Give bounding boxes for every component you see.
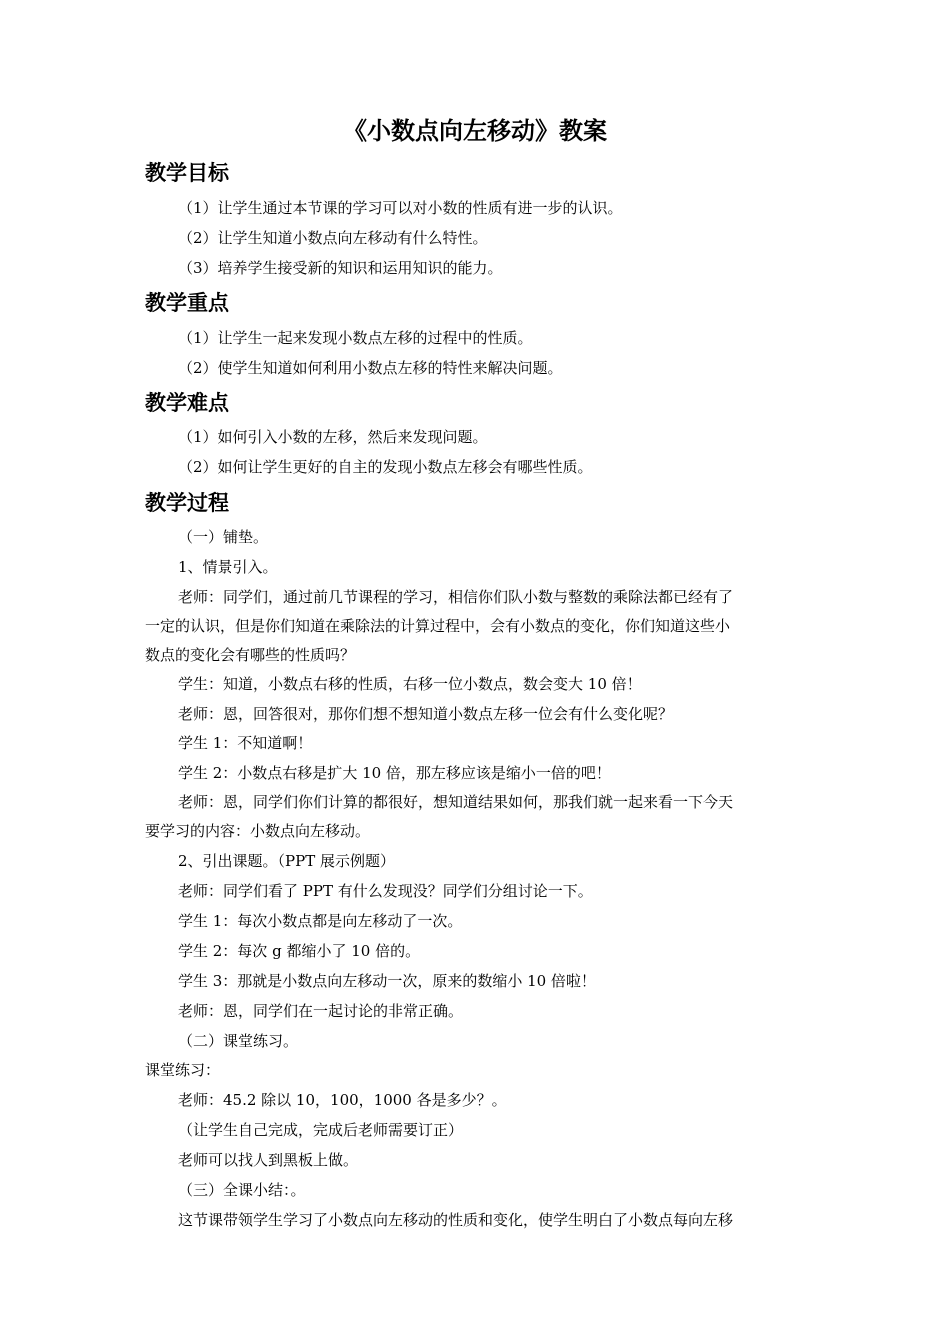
process-line: 学生 3：那就是小数点向左移动一次，原来的数缩小 10 倍啦！: [178, 972, 596, 990]
process-line: 课堂练习：: [145, 1061, 221, 1079]
objective-item: （2）让学生知道小数点向左移动有什么特性。: [178, 229, 488, 247]
process-line: （二）课堂练习。: [178, 1032, 299, 1050]
objective-item: （1）让学生通过本节课的学习可以对小数的性质有进一步的认识。: [178, 199, 623, 217]
process-line: 这节课带领学生学习了小数点向左移动的性质和变化，使学生明白了小数点每向左移: [178, 1211, 734, 1229]
process-line: 学生 2：小数点右移是扩大 10 倍，那左移应该是缩小一倍的吧！: [178, 764, 611, 782]
difficulty-item: （2）如何让学生更好的自主的发现小数点左移会有哪些性质。: [178, 458, 593, 476]
heading-objectives: 教学目标: [145, 161, 229, 185]
process-line: 老师：同学们，通过前几节课程的学习，相信你们队小数与整数的乘除法都已经有了: [178, 588, 734, 606]
heading-difficulties: 教学难点: [145, 391, 229, 415]
process-line: 1、情景引入。: [178, 558, 278, 576]
process-line: （让学生自己完成，完成后老师需要订正）: [178, 1121, 464, 1139]
process-line: 2、引出课题。（PPT 展示例题）: [178, 852, 396, 870]
objective-item: （3）培养学生接受新的知识和运用知识的能力。: [178, 259, 503, 277]
process-line: 学生 1：每次小数点都是向左移动了一次。: [178, 912, 463, 930]
process-line: 学生：知道，小数点右移的性质，右移一位小数点，数会变大 10 倍！: [178, 675, 642, 693]
difficulty-item: （1）如何引入小数的左移，然后来发现问题。: [178, 428, 488, 446]
process-line: 老师：恩，回答很对，那你们想不想知道小数点左移一位会有什么变化呢？: [178, 705, 674, 723]
process-line: （一）铺垫。: [178, 528, 269, 546]
process-line: 老师可以找人到黑板上做。: [178, 1151, 359, 1169]
heading-key-points: 教学重点: [145, 291, 229, 315]
process-line: （三）全课小结：。: [178, 1181, 306, 1199]
process-line: 老师：恩，同学们你们计算的都很好，想知道结果如何，那我们就一起来看一下今天: [178, 793, 734, 811]
process-line: 学生 1：不知道啊！: [178, 734, 313, 752]
process-line: 数点的变化会有哪些的性质吗？: [145, 646, 356, 664]
process-line: 一定的认识，但是你们知道在乘除法的计算过程中，会有小数点的变化，你们知道这些小: [145, 617, 731, 635]
key-point-item: （2）使学生知道如何利用小数点左移的特性来解决问题。: [178, 359, 563, 377]
process-line: 要学习的内容：小数点向左移动。: [145, 822, 371, 840]
process-line: 学生 2：每次 g 都缩小了 10 倍的。: [178, 942, 421, 960]
heading-process: 教学过程: [145, 491, 229, 515]
process-line: 老师：恩，同学们在一起讨论的非常正确。: [178, 1002, 464, 1020]
document-title: 《小数点向左移动》教案: [343, 117, 607, 145]
process-line: 老师：同学们看了 PPT 有什么发现没？同学们分组讨论一下。: [178, 882, 593, 900]
key-point-item: （1）让学生一起来发现小数点左移的过程中的性质。: [178, 329, 533, 347]
process-line: 老师：45.2 除以 10，100，1000 各是多少？。: [178, 1091, 507, 1109]
